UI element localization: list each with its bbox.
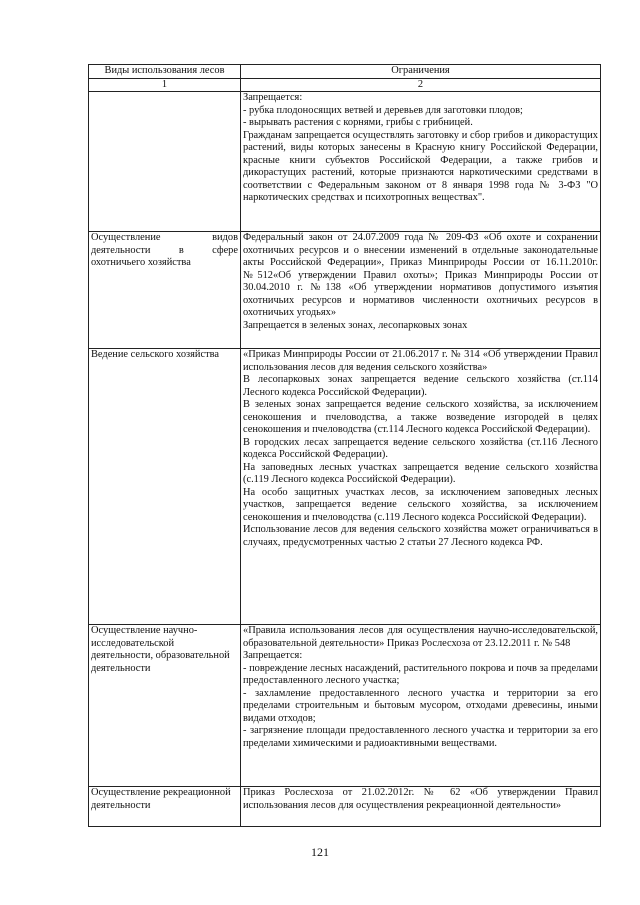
restriction-text: - загрязнение площади предоставленного лесного участка и территории за его пределами химическими и радиоактивными веществами. [243,725,598,749]
row-use-cell [89,232,241,349]
row-restrictions-cell [241,92,601,232]
restriction-text: Приказ Рослесхоза от 21.02.2012г. № 62 «Об утверждении Правил использования лесов для осуществления рекреационной деятельности» [243,787,598,811]
forest-use-label: Осуществление видов деятельности в сфере охотничьего хозяйства [91,232,238,268]
table-number-row [89,78,601,92]
restriction-text: На заповедных лесных участках запрещается ведение сельского хозяйства (с.119 Лесного кодекса Российской Федерации). [243,461,598,485]
row-restrictions-cell [241,232,601,349]
restriction-text: В городских лесах запрещается ведение сельского хозяйства (ст.116 Лесного кодекса Российской Федерации). [243,436,598,460]
row-use-cell [89,787,241,827]
table-row [89,349,601,625]
table-row [89,232,601,349]
restriction-text: «Приказ Минприроды России от 21.06.2017 г. № 314 «Об утверждении Правил использования лесов для ведения сельского хозяйства» [243,349,598,373]
restriction-text: В лесопарковых зонах запрещается ведение сельского хозяйства (ст.114 Лесного кодекса Российской Федерации). [243,374,598,398]
restriction-text: Гражданам запрещается осуществлять заготовку и сбор грибов и дикорастущих растений, виды которых занесены в Красную книгу Российской Федерации, красные книги субъектов Российской Федерации, а также грибов и дикорастущих растений, которые признаются наркотическими средствами в соответствии с Федеральным законом от 8 января 1998 года № 3-ФЗ "О наркотических средствах и психотропных веществах". [243,129,598,203]
forest-use-label: Осуществление научно-исследовательской деятельности, образовательной деятельности [91,625,230,674]
restriction-text: - повреждение лесных насаждений, растительного покрова и почв за пределами предоставленного лесного участка; [243,662,598,686]
table-header-row [89,65,601,79]
table-row [89,787,601,827]
restriction-text: Запрещается: [243,650,303,661]
restriction-text: - рубка плодоносящих ветвей и деревьев для заготовки плодов; [243,104,523,116]
row-restrictions-cell [241,349,601,625]
restriction-text: «Правила использования лесов для осуществления научно-исследовательской, образовательной деятельности» Приказ Рослесхоза от 23.12.2011 г. № 548 [243,625,598,649]
table-row [89,92,601,232]
page-number: 121 [311,845,329,859]
column-number-2: 2 [241,78,601,92]
restriction-text: Использование лесов для ведения сельского хозяйства может ограничиваться в случаях, предусмотренных частью 2 статьи 27 Лесного кодекса РФ. [243,524,598,548]
restriction-text: На особо защитных участках лесов, за исключением заповедных лесных участков, запрещается ведение сельского хозяйства, за исключением сенокошения и пчеловодства (с.119 Лесного кодекса Российской Федерации). [243,486,598,523]
forest-use-label: Осуществление рекреационной деятельности [91,787,231,811]
restriction-text: - вырывать растения с корнями, грибы с грибницей. [243,117,473,128]
row-use-cell [89,92,241,232]
document-page [88,64,600,827]
column-header-restrictions: Ограничения [241,65,601,79]
forest-use-label: Ведение сельского хозяйства [91,349,220,360]
restriction-text: Федеральный закон от 24.07.2009 года № 209-ФЗ «Об охоте и сохранении охотничьих ресурсов и о внесении изменений в отдельные законодательные акты Российской Федерации», Приказ Минприроды России от 16.11.2010г. №512«Об утверждении Правил охоты»; Приказ Минприроды России от 30.04.2010 г. №138 «Об утверждении нормативов допустимого изъятия охотничьих ресурсов и нормативов численности охотничьих ресурсов в охотничьих угодьях» [243,232,598,318]
restriction-text: Запрещается в зеленых зонах, лесопарковых зонах [243,319,468,331]
restriction-text: В зеленых зонах запрещается ведение сельского хозяйства, за исключением сенокошения и пчеловодства, а также возведение изгородей в целях сенокошения и пчеловодства (ст.114 Лесного кодекса Российской Федерации). [243,399,598,435]
restriction-text: - захламление предоставленного лесного участка и территории за его пределами строительным и бытовым мусором, отходами древесины, иными видами отходов; [243,687,598,724]
column-number-1: 1 [89,78,241,92]
column-header-forest-use: Виды использования лесов [89,65,241,79]
restriction-text: Запрещается: [243,92,303,103]
table-row [89,625,601,787]
row-use-cell [89,625,241,787]
row-restrictions-cell [241,625,601,787]
restrictions-table [88,64,601,827]
row-use-cell [89,349,241,625]
row-restrictions-cell [241,787,601,827]
